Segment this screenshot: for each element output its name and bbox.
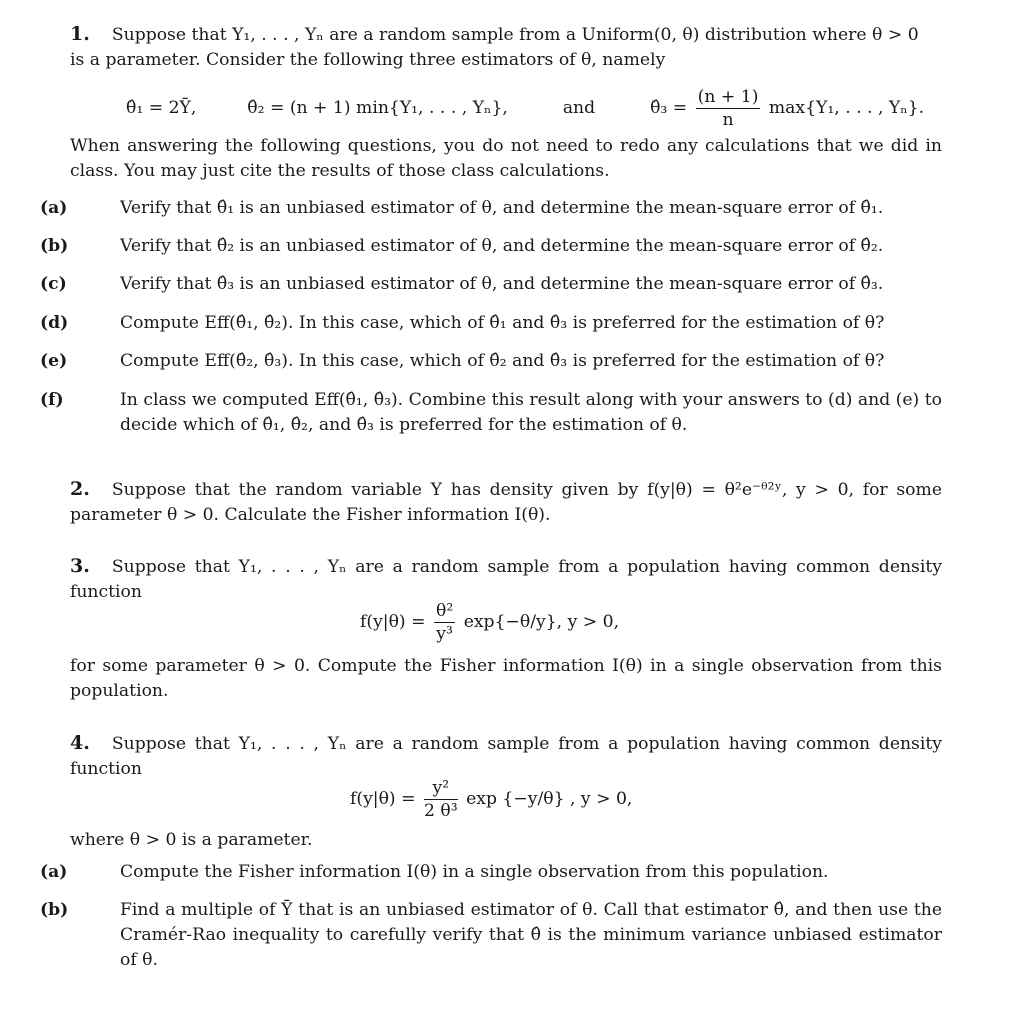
estimator-2: θ̂₂ = (n + 1) min{Y₁, . . . , Yₙ}, xyxy=(247,98,508,118)
item-text: Compute the Fisher information I(θ) in a single observation from this population. xyxy=(120,862,829,882)
problem-4-item-a xyxy=(40,860,942,885)
problem-3-eq-lhs: f(y|θ) = xyxy=(360,612,426,632)
item-label: (a) xyxy=(40,862,68,882)
item-text: Verify that θ̂₃ is an unbiased estimator of θ, and determine the mean-square error of θ̂₃. xyxy=(120,274,884,294)
estimator-3-fraction xyxy=(696,86,761,131)
problem-2-number: 2. xyxy=(70,478,90,500)
item-label: (b) xyxy=(40,900,69,920)
problem-4-eq-numerator: y² xyxy=(424,777,458,800)
problem-4-eq-lhs: f(y|θ) = xyxy=(350,789,416,809)
problem-3-outro xyxy=(70,654,942,704)
item-text: Find a multiple of Ȳ that is an unbiased estimator of θ. Call that estimator θ̂, and then use the Cramér-Rao inequality to carefully verify that θ̂ is the minimum variance unbiased estimator of θ. xyxy=(120,900,942,970)
problem-4-outro-text: where θ > 0 is a parameter. xyxy=(70,830,313,850)
item-label: (f) xyxy=(40,390,64,410)
problem-3-intro-text: Suppose that Y₁, . . . , Yₙ are a random sample from a population having common density function xyxy=(70,557,942,602)
problem-4-number: 4. xyxy=(70,732,90,754)
problem-1-number: 1. xyxy=(70,23,90,45)
problem-1-note-text: When answering the following questions, you do not need to redo any calculations that we did in class. You may just cite the results of those class calculations. xyxy=(70,136,942,181)
problem-4-outro xyxy=(70,828,942,853)
estimator-3-numerator: (n + 1) xyxy=(697,87,759,107)
problem-1-item-b xyxy=(40,234,942,259)
problem-1-item-f xyxy=(40,388,942,438)
problem-3-eq-fraction xyxy=(434,600,455,645)
problem-1-intro-line2: is a parameter. Consider the following three estimators of θ, namely xyxy=(70,50,666,70)
estimator-3-rhs: max{Y₁, . . . , Yₙ}. xyxy=(768,98,925,118)
item-text: In class we computed Eff(θ̂₁, θ̂₃). Combine this result along with your answers to (d) and (e) to decide which of θ̂₁, θ̂₂, and θ̂₃ is preferred for the estimation of θ. xyxy=(120,390,942,435)
estimator-and: and xyxy=(562,98,596,118)
problem-4-eq-rhs: exp {−y/θ} , y > 0, xyxy=(466,789,633,809)
problem-3-eq-numerator: θ² xyxy=(435,601,454,621)
problem-4-intro xyxy=(70,731,942,782)
item-text: Compute Eff(θ̂₁, θ̂₂). In this case, which of θ̂₁ and θ̂₃ is preferred for the estimation of θ? xyxy=(120,313,885,333)
item-label: (a) xyxy=(40,198,68,218)
problem-1-item-e xyxy=(40,349,942,374)
problem-3-number: 3. xyxy=(70,555,90,577)
problem-4-eq-denominator: 2 θ³ xyxy=(423,801,458,821)
item-text: Verify that θ̂₁ is an unbiased estimator of θ, and determine the mean-square error of θ̂₁. xyxy=(120,198,884,218)
problem-1-intro xyxy=(70,22,942,73)
problem-4-item-b xyxy=(40,898,942,973)
estimator-1: θ̂₁ = 2Ȳ, xyxy=(126,98,197,118)
problem-1-intro-line1: Suppose that Y₁, . . . , Yₙ are a random sample from a Uniform(0, θ) distribution where θ > 0 xyxy=(111,25,919,45)
problem-1-item-c xyxy=(40,272,942,297)
problem-4-eq-fraction xyxy=(424,777,458,822)
item-label: (b) xyxy=(40,236,69,256)
item-text: Verify that θ̂₂ is an unbiased estimator of θ, and determine the mean-square error of θ̂₂. xyxy=(120,236,884,256)
item-label: (d) xyxy=(40,313,69,333)
problem-2 xyxy=(70,477,942,528)
problem-4-equation xyxy=(350,777,632,822)
item-text: Compute Eff(θ̂₂, θ̂₃). In this case, which of θ̂₂ and θ̂₃ is preferred for the estimation of θ? xyxy=(120,351,885,371)
estimator-3-lhs: θ̂₃ = xyxy=(650,98,688,118)
problem-4-intro-text: Suppose that Y₁, . . . , Yₙ are a random sample from a population having common density function xyxy=(70,734,942,779)
problem-1-item-a xyxy=(40,196,942,221)
problem-3-eq-denominator: y³ xyxy=(436,624,453,644)
problem-1-note xyxy=(70,134,942,184)
item-label: (c) xyxy=(40,274,67,294)
problem-3-outro-text: for some parameter θ > 0. Compute the Fisher information I(θ) in a single observation from this population. xyxy=(70,656,942,701)
problem-1-item-d xyxy=(40,311,942,336)
estimator-3-denominator: n xyxy=(722,110,734,130)
problem-2-text: Suppose that the random variable Y has density given by f(y|θ) = θ²e⁻ᶿ²ʸ, y > 0, for some parameter θ > 0. Calculate the Fisher information I(θ). xyxy=(70,480,942,525)
problem-3-intro xyxy=(70,554,942,605)
problem-1-estimators xyxy=(126,86,924,131)
problem-3-eq-rhs: exp{−θ/y}, y > 0, xyxy=(463,612,620,632)
problem-3-equation xyxy=(360,600,619,645)
item-label: (e) xyxy=(40,351,68,371)
